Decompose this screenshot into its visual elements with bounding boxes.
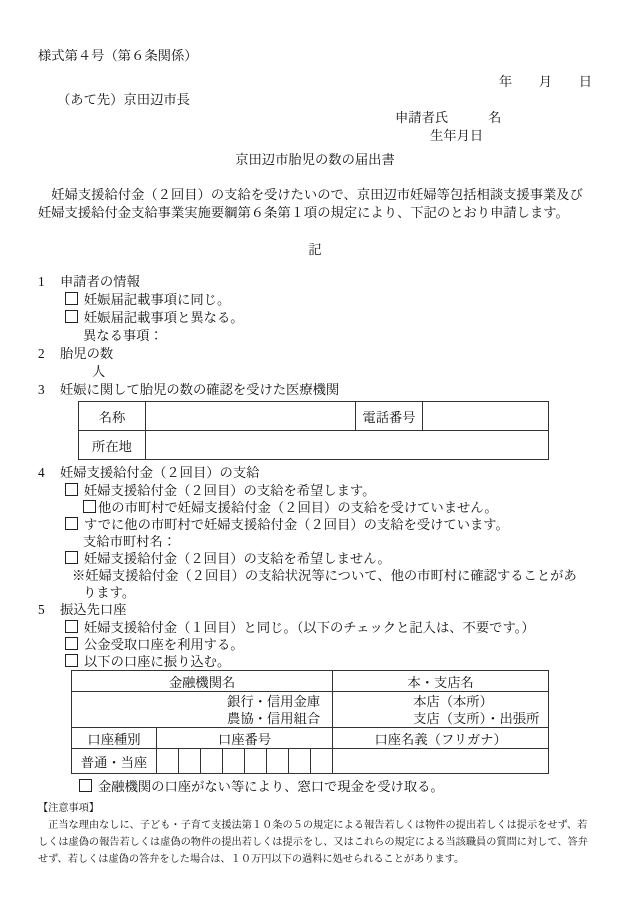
checkbox-icon[interactable] [65, 620, 78, 633]
institution-type-option: 銀行・信用金庫 [227, 693, 321, 709]
section-4-option-1 [38, 482, 592, 499]
intro-line: 妊婦支援給付金（２回目）の支給を受けたいので、京田辺市妊婦等包括相談支援事業及び [38, 187, 583, 202]
account-number-cell[interactable] [311, 749, 333, 774]
account-number-cell[interactable] [201, 749, 223, 774]
section-number: 2 [38, 346, 45, 361]
note-line: 正当な理由なしに、子ども・子育て支援法第１０条の５の規定による報告若しくは物件の提出若しくは提示をせず、若 [38, 820, 588, 831]
account-number-cell[interactable] [179, 749, 201, 774]
name-label: 名称 [79, 402, 146, 431]
phone-label: 電話番号 [356, 402, 423, 431]
note-line: しくは虚偽の報告若しくは虚偽の物件の提出若しくは提示をし、又はこれらの規定による当該職員の質問に対して、答弁 [38, 837, 588, 848]
section-1-title [38, 273, 592, 291]
section-4-option-3 [38, 550, 592, 567]
section-number: 1 [38, 274, 45, 289]
section-4-note-line: ※妊婦支援給付金（２回目）の支給状況等について、他の市町村に確認することがあ [72, 568, 577, 583]
branch-input-cell[interactable] [333, 692, 549, 728]
option-label: 妊婦支援給付金（２回目）の支給を希望します。 [84, 483, 376, 498]
bank-account-table [71, 670, 549, 774]
intro-paragraph [38, 186, 592, 222]
section-2-title [38, 345, 592, 363]
section-3-title [38, 381, 592, 399]
section-1-option-2 [38, 309, 592, 327]
option-label: 妊娠届記載事項と異なる。 [84, 310, 244, 325]
table-row [79, 431, 549, 460]
checkbox-icon[interactable] [79, 779, 92, 792]
section-title-text: 妊婦支援給付金（２回目）の支給 [60, 465, 260, 480]
form-number: 様式第４号（第６条関係） [38, 48, 198, 63]
table-row [72, 671, 549, 692]
form-title: 京田辺市胎児の数の届出書 [235, 152, 395, 167]
option-label: 公金受取口座を利用する。 [84, 637, 244, 652]
notes-block [38, 800, 592, 868]
section-5-option-2 [38, 636, 592, 653]
option-label: 妊婦支援給付金（１回目）と同じ。（以下のチェックと記入は、不要です。） [84, 620, 535, 635]
birthdate-label: 生年月日 [430, 128, 484, 143]
account-number-cell[interactable] [157, 749, 179, 774]
institution-name-label: 金融機関名 [72, 671, 333, 692]
section-number: 3 [38, 382, 45, 397]
medical-institution-table [78, 401, 549, 460]
address-input-cell[interactable] [146, 431, 549, 460]
section-5-option-3 [38, 653, 592, 670]
institution-type-option: 農協・信用組合 [227, 710, 321, 726]
option-label: 他の市町村で妊婦支援給付金（２回目）の支給を受けていません。 [98, 500, 498, 515]
applicant-name-label: 申請者氏 名 [395, 110, 502, 125]
fetus-count-unit-label: 人 [92, 364, 106, 379]
account-number-label: 口座番号 [157, 728, 333, 749]
section-title-text: 申請者の情報 [60, 274, 140, 289]
section-4-title [38, 464, 592, 482]
checkbox-icon[interactable] [65, 292, 78, 305]
section-title-text: 振込先口座 [60, 602, 127, 617]
address-label: 所在地 [79, 431, 146, 460]
section-5-option-4 [38, 778, 592, 796]
option-label: 妊娠届記載事項に同じ。 [84, 292, 231, 307]
account-number-cell[interactable] [267, 749, 289, 774]
paying-municipality-label: 支給市町村名： [83, 534, 177, 549]
intro-line: 妊婦支援給付金支給事業実施要綱第６条第１項の規定により、下記のとおり申請します。 [38, 205, 569, 220]
section-number: 5 [38, 602, 45, 617]
checkbox-icon[interactable] [65, 551, 78, 564]
section-4-option-1-sub [38, 499, 592, 516]
record-heading: 記 [308, 242, 322, 257]
checkbox-icon[interactable] [83, 500, 96, 513]
institution-input-cell[interactable] [72, 692, 333, 728]
checkbox-icon[interactable] [65, 637, 78, 650]
checkbox-icon[interactable] [65, 517, 78, 530]
option-label: すでに他の市町村で妊婦支援給付金（２回目）の支給を受けています。 [84, 517, 509, 532]
notes-heading: 【注意事項】 [38, 803, 100, 814]
addressee: （あて先）京田辺市長 [57, 92, 190, 107]
branch-type-option: 本店（本所） [413, 693, 493, 709]
account-holder-label: 口座名義（フリガナ） [333, 728, 549, 749]
option-label: 妊婦支援給付金（２回目）の支給を希望しません。 [84, 551, 391, 566]
account-type-label: 口座種別 [72, 728, 157, 749]
branch-type-option: 支店（支所）・出張所 [413, 710, 540, 726]
branch-name-label: 本・支店名 [333, 671, 549, 692]
checkbox-icon[interactable] [65, 483, 78, 496]
section-4-option-2 [38, 516, 592, 533]
account-type-options: 普通・当座 [72, 749, 157, 774]
section-5-option-1 [38, 619, 592, 636]
name-input-cell[interactable] [146, 402, 356, 431]
table-row [72, 728, 549, 749]
checkbox-icon[interactable] [65, 654, 78, 667]
account-number-cell[interactable] [289, 749, 311, 774]
section-title-text: 妊娠に関して胎児の数の確認を受けた医療機関 [60, 382, 340, 397]
note-line: せず、若しくは虚偽の答弁をした場合は、１０万円以下の過料に処せられることがあります。 [38, 854, 465, 865]
table-row [72, 749, 549, 774]
account-holder-input-cell[interactable] [333, 749, 549, 774]
table-row [72, 692, 549, 728]
section-1-option-1 [38, 291, 592, 309]
option-label: 金融機関の口座がない等により、窓口で現金を受け取る。 [98, 779, 444, 794]
section-4-note-line: ります。 [83, 585, 136, 600]
account-number-cell[interactable] [223, 749, 245, 774]
different-items-label: 異なる事項： [83, 328, 163, 343]
section-5-title [38, 601, 592, 619]
account-number-cell[interactable] [245, 749, 267, 774]
section-title-text: 胎児の数 [60, 346, 114, 361]
option-label: 以下の口座に振り込む。 [84, 654, 231, 669]
table-row [79, 402, 549, 431]
section-number: 4 [38, 465, 45, 480]
phone-input-cell[interactable] [423, 402, 549, 431]
checkbox-icon[interactable] [65, 310, 78, 323]
date-line: 年 月 日 [498, 74, 592, 89]
